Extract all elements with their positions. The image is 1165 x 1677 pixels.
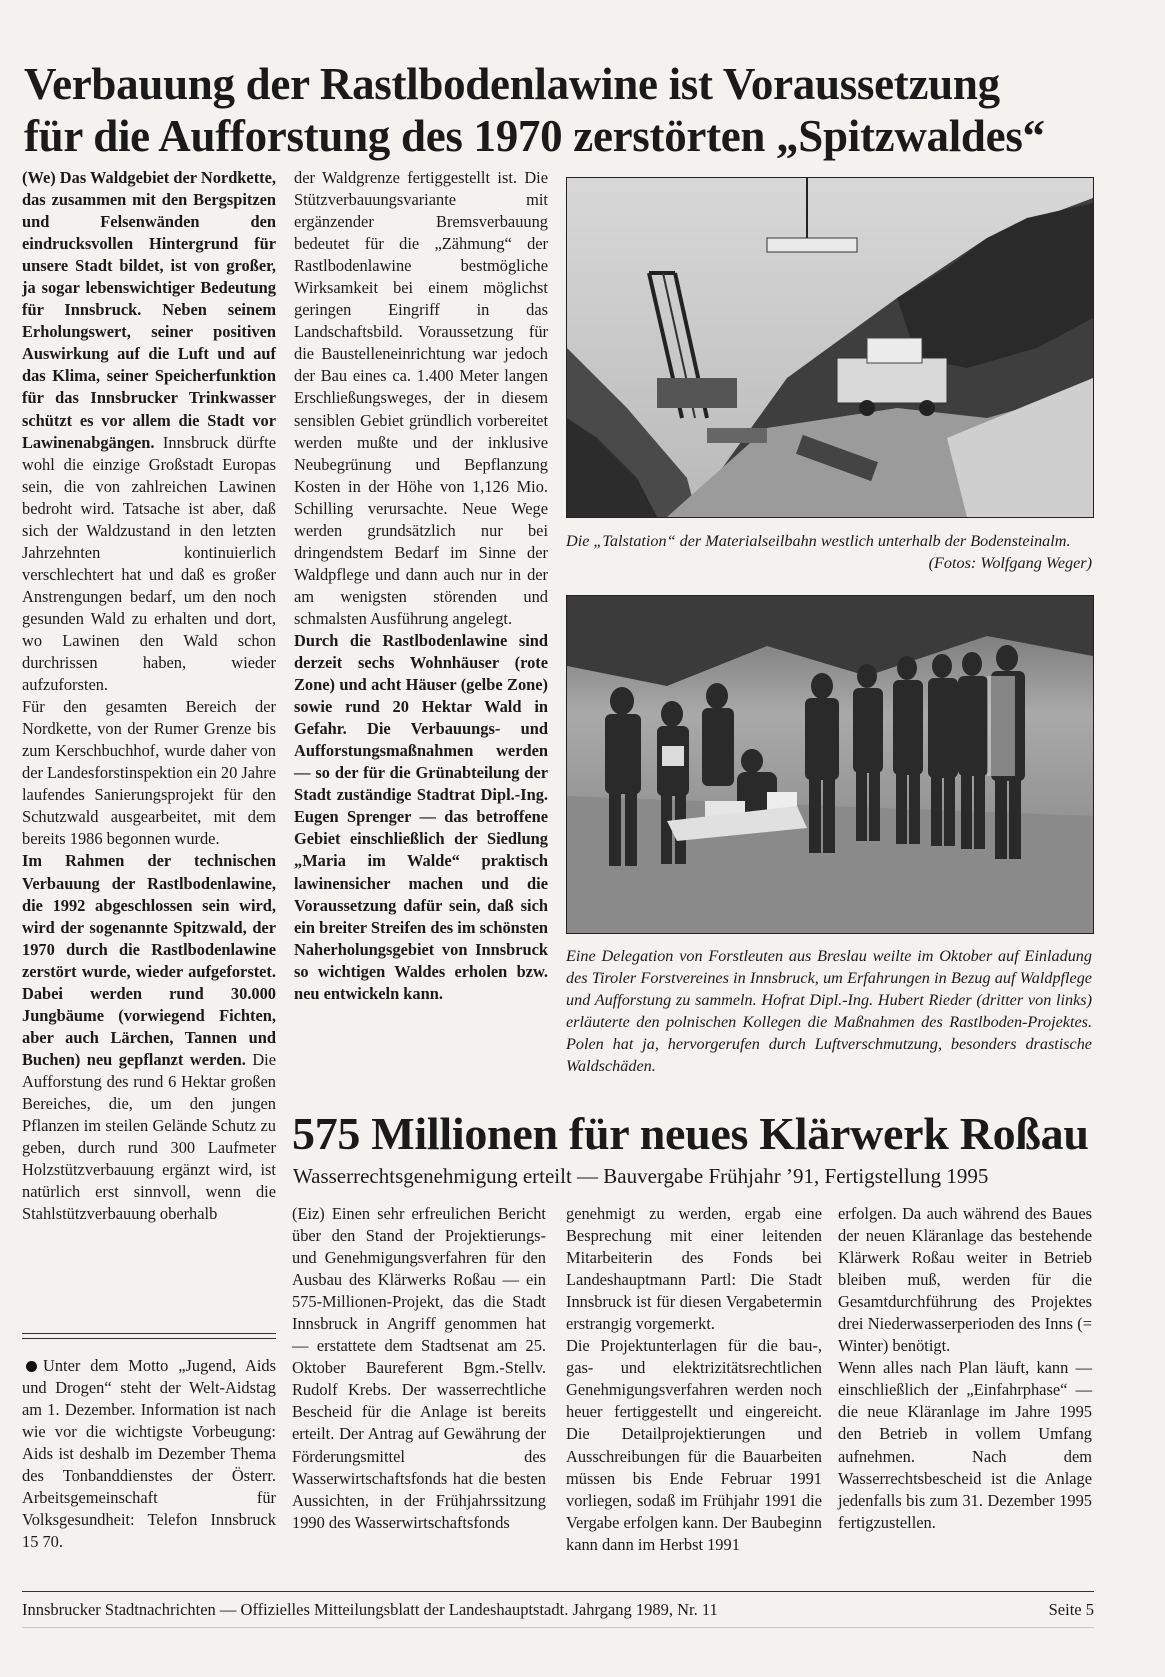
photo-cable-station-caption <box>566 530 1092 574</box>
photo-credit: (Fotos: Wolfgang Weger) <box>928 554 1092 572</box>
page-number: Seite 5 <box>1048 1600 1094 1619</box>
footer-bottom-rule <box>22 1627 1094 1628</box>
notice-text: Unter dem Motto „Jugend, Aids und Drogen“ steht der Welt-Aidstag am 1. Dezember. Information ist nach wie vor die wichtigste Vorbeugung: Aids ist deshalb im Dezember Thema des Tonbanddienstes der Österr. Arbeitsgemeinschaft für Volksgesundheit: Telefon Innsbruck 15 70. <box>22 1356 276 1552</box>
footer-rule <box>22 1591 1094 1592</box>
footer-publication: Innsbrucker Stadtnachrichten — Offizielles Mitteilungsblatt der Landeshauptstadt. Jahrgang 1989, Nr. 11 <box>22 1600 718 1619</box>
notice-paragraph <box>22 1355 276 1553</box>
headline-line-1: Verbauung der Rastlbodenlawine ist Voraussetzung <box>24 59 1000 109</box>
photo-delegation-caption: Eine Delegation von Forstleuten aus Breslau weilte im Oktober auf Einladung des Tiroler Forstvereines in Innsbruck, um Erfahrungen in Bezug auf Waldpflege und Aufforstung zu sammeln. Hofrat Dipl.-Ing. Hubert Rieder (dritter von links) erläuterte den polnischen Kollegen die Maßnahmen des Rastlboden-Projektes. Polen hat ja, hervorgerufen durch Luftverschmutzung, besonders drastische Waldschäden. <box>566 947 1092 1075</box>
photo-cable-station-image <box>567 178 1093 517</box>
article-column-2 <box>294 167 548 1005</box>
page-footer <box>22 1599 1094 1621</box>
headline-line-2: für die Aufforstung des 1970 zerstörten „Spitzwaldes“ <box>24 111 1045 161</box>
paragraph: erfolgen. Da auch während des Baues der neuen Kläranlage das bestehende Klärwerk Roßau weiter in Betrieb bleiben muß, werden für die Gesamtdurchführung des Projektes drei Niederwasserperioden des Inns (= Winter) benötigt. <box>838 1204 1092 1356</box>
bold-paragraph: Durch die Rastlbodenlawine sind derzeit sechs Wohnhäuser (rote Zone) und acht Häuser (gelbe Zone) sowie rund 20 Hektar Wald in Gefahr. Die Verbauungs- und Aufforstungsmaßnahmen werden — so der für die Grünabteilung der Stadt zuständige Stadtrat Dipl.-Ing. Eugen Sprenger — das betroffene Gebiet einschließlich der Siedlung „Maria im Walde“ praktisch lawinensicher machen und die Voraussetzung dafür sein, daß sich ein breiter Streifen des im schönsten Naherholungsgebiet von Innsbruck so wichtigen Waldes erholen bzw. neu entwickeln kann. <box>294 630 548 1003</box>
bullet-icon <box>26 1361 37 1372</box>
article-column-1 <box>22 167 276 1225</box>
paragraph: Für den gesamten Bereich der Nordkette, von der Rumer Grenze bis zum Kerschbuchhof, wurde daher von der Landesforstinspektion ein 20 Jahre laufendes Sanierungsprojekt für den Schutzwald ausgearbeitet, mit dem bereits 1986 begonnen wurde. <box>22 697 276 849</box>
paragraph: genehmigt zu werden, ergab eine Besprechung mit einer leitenden Mitarbeiterin des Fonds bei Landeshauptmann Partl: Die Stadt Innsbruck ist für diesen Vergabetermin erstrangig vorgemerkt. <box>566 1204 822 1334</box>
bold-text: Im Rahmen der technischen Verbauung der Rastlbodenlawine, die 1992 abgeschlossen sein wird, wird der sogenannte Spitzwald, der 1970 durch die Rastlbodenlawine zerstört wurde, wieder aufgeforstet. Dabei werden rund 30.000 Jungbäume (vorwiegend Fichten, aber auch Lärchen, Tannen und Buchen) neu gepflanzt werden. <box>22 851 276 1069</box>
notice-divider <box>22 1333 276 1339</box>
article-headline <box>24 58 1124 162</box>
article2-column-2 <box>566 1203 822 1556</box>
article2-column-1 <box>292 1203 546 1534</box>
paragraph <box>22 850 276 1225</box>
lead-paragraph <box>22 167 276 696</box>
aids-day-notice <box>22 1355 276 1553</box>
paragraph: der Waldgrenze fertiggestellt ist. Die Stützverbauungsvariante mit ergänzender Bremsverbauung bedeutet für die „Zähmung“ der Rastlbodenlawine bestmögliche Wirksamkeit bei einem möglichst geringen Eingriff in das Landschaftsbild. Voraussetzung für die Baustelleneinrichtung war jedoch der Bau eines ca. 1.400 Meter langen Erschließungsweges, der in diesem sensiblen Gebiet gründlich vorbereitet werden mußte und der inklusive Neubegrünung und Bepflanzung Kosten in der Höhe von 1,126 Mio. Schilling verursachte. Neue Wege werden grundsätzlich nur bei dringendstem Bedarf im Sinne der Waldpflege und dann auch nur in der am wenigsten störenden und schmalsten Ausführung angelegt. <box>294 168 548 628</box>
caption-text: Die „Talstation“ der Materialseilbahn westlich unterhalb der Bodensteinalm. <box>566 532 1071 550</box>
paragraph: (Eiz) Einen sehr erfreulichen Bericht über den Stand der Projektierungs- und Genehmigungsverfahren für den Ausbau des Klärwerks Roßau — ein 575-Millionen-Projekt, das die Stadt Innsbruck in Angriff genommen hat — erstattete dem Stadtsenat am 25. Oktober Baureferent Bgm.-Stellv. Rudolf Krebs. Der wasserrechtliche Bescheid für die Anlage ist bereits erteilt. Der Antrag auf Gewährung der Förderungsmittel des Wasserwirtschaftsfonds hat die besten Aussichten, in der Frühjahrssitzung 1990 des Wasserwirtschaftsfonds <box>292 1204 546 1532</box>
paragraph: Die Projektunterlagen für die bau-, gas- und elektrizitätsrechtlichen Genehmigungsverfahren werden noch heuer fertiggestellt und eingereicht. Die Detailprojektierungen und Ausschreibungen für die Bauarbeiten müssen bis Ende Februar 1991 vorliegen, sodaß im Frühjahr 1991 die Vergabe erfolgen kann. Der Baubeginn kann dann im Herbst 1991 <box>566 1336 822 1554</box>
lead-text: Innsbruck dürfte wohl die einzige Großstadt Europas sein, die von zahlreichen Lawinen bedroht wird. Tatsache ist aber, daß sich der Waldzustand in den letzten Jahrzehnten kontinuierlich verschlechtert hat und daß es großer Anstrengungen bedarf, um den noch gesunden Wald zu erhalten und dort, wo Lawinen den Wald schon durchrissen haben, wieder aufzuforsten. <box>22 432 276 695</box>
paragraph: Wenn alles nach Plan läuft, kann — einschließlich der „Einfahrphase“ — die neue Kläranlage im Jahre 1995 den Betrieb in vollem Umfang aufnehmen. Nach dem Wasserrechtsbescheid ist die Anlage jedenfalls bis zum 31. Dezember 1995 fertigzustellen. <box>838 1358 1092 1532</box>
lead-bold-text: (We) Das Waldgebiet der Nordkette, das zusammen mit den Bergspitzen und Felsenwänden den eindrucksvollen Hintergrund für unsere Stadt bildet, ist von großer, ja sogar lebenswichtiger Bedeutung für Innsbruck. Neben seinem Erholungswert, seiner positiven Auswirkung auf die Luft und auf das Klima, seiner Speicherfunktion für das Innsbrucker Trinkwasser schützt es vor allem die Stadt vor Lawinenabgängen. <box>22 168 276 452</box>
article2-headline: 575 Millionen für neues Klärwerk Roßau <box>292 1108 1089 1159</box>
article2-subhead: Wasserrechtsgenehmigung erteilt — Bauvergabe Frühjahr ’91, Fertigstellung 1995 <box>293 1164 989 1188</box>
paragraph-text: Die Aufforstung des rund 6 Hektar großen Bereiches, die, um den jungen Pflanzen im steilen Gelände Schutz zu geben, durch rund 300 Laufmeter Holzstützverbauung ergänzt wird, ist natürlich erst sinnvoll, wenn die Stahlstützverbauung oberhalb <box>22 1049 276 1224</box>
article2-column-3 <box>838 1203 1092 1534</box>
photo-cable-station <box>566 177 1094 518</box>
photo-delegation <box>566 595 1094 934</box>
photo-delegation-image <box>567 596 1093 933</box>
